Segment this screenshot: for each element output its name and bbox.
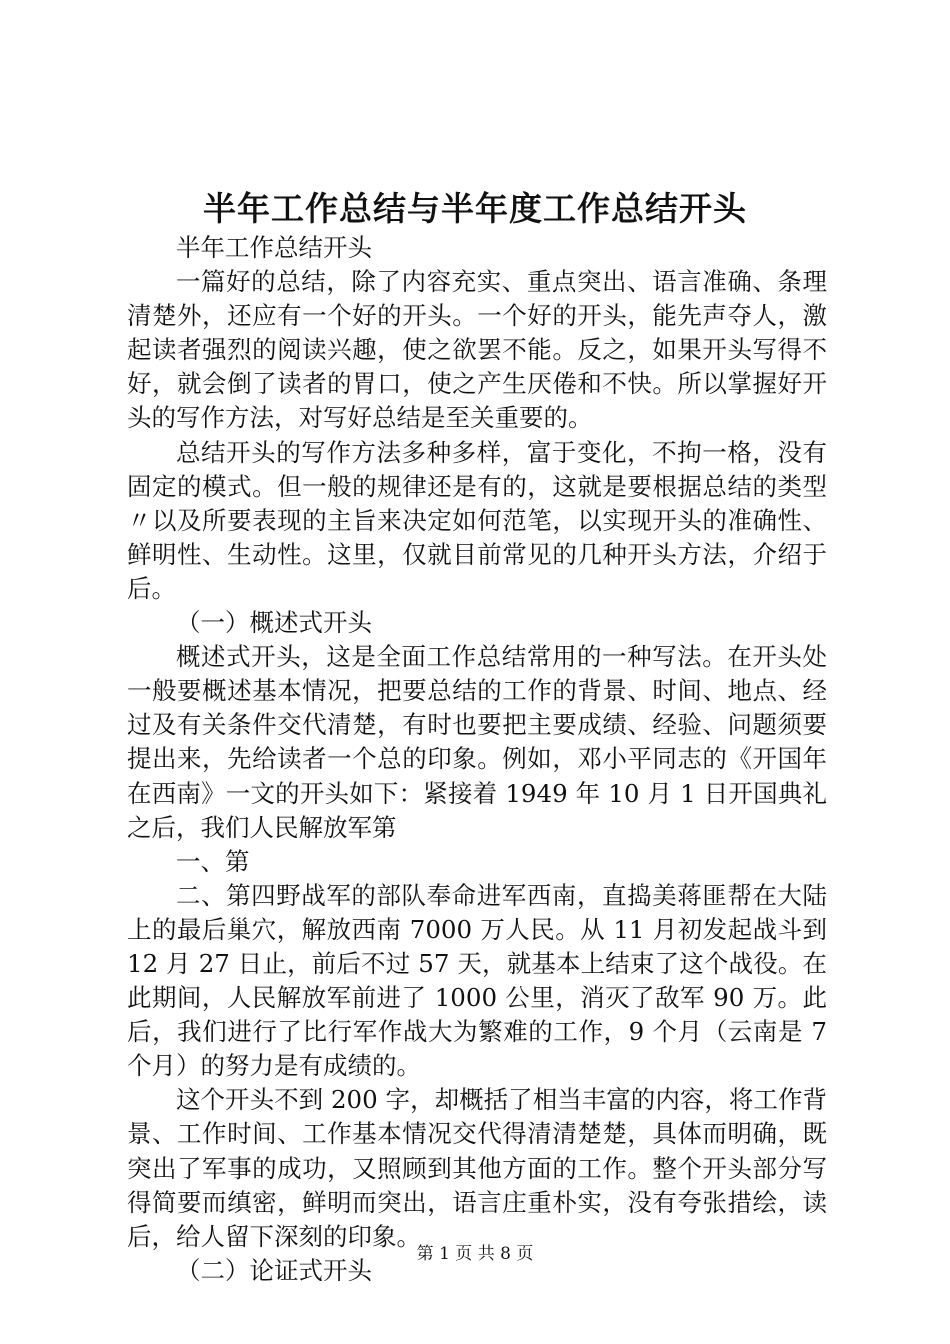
document-body <box>127 231 827 1288</box>
paragraph-subtitle: 半年工作总结开头 <box>176 233 372 262</box>
section-heading-argument: （二）论证式开头 <box>176 1255 372 1285</box>
document-title: 半年工作总结与半年度工作总结开头 <box>203 189 747 228</box>
paragraph-methods: 总结开头的写作方法多种多样，富于变化，不拘一格，没有固定的模式。但一般的规律还是有的，这就是要根据总结的类型〃以及所要表现的主旨来决定如何范笔，以实现开头的准确性、鲜明性、生动性。这里，仅就目前常见的几种开头方法，介绍于后。 <box>127 437 827 603</box>
section-heading-overview: （一）概述式开头 <box>176 608 372 638</box>
page-footer: 第 1 页 共 8 页 <box>416 1244 534 1264</box>
paragraph-intro: 一篇好的总结，除了内容充实、重点突出、语言准确、条理清楚外，还应有一个好的开头。一个好的开头，能先声夺人，激起读者强烈的阅读兴趣，使之欲罢不能。反之，如果开头写得不好，就会倒了读者的胃口，使之产生厌倦和不快。所以掌握好开头的写作方法，对写好总结是至关重要的。 <box>127 267 827 433</box>
paragraph-item-two: 二、第四野战军的部队奉命进军西南，直捣美蒋匪帮在大陆上的最后巢穴，解放西南 7000 万人民。从 11 月初发起战斗到 12 月 27 日止，前后不过 57 天，就基本上结束了这个战役。在此期间，人民解放军前进了 1000 公里，消灭了敌军 90 万。此后，我们进行了比行军作战大为繁难的工作，9 个月（云南是 7 个月）的努力是有成绩的。 <box>127 880 827 1081</box>
paragraph-overview: 概述式开头，这是全面工作总结常用的一种写法。在开头处一般要概述基本情况，把要总结的工作的背景、时间、地点、经过及有关条件交代清楚，有时也要把主要成绩、经验、问题须要提出来，先给读者一个总的印象。例如，邓小平同志的《开国年在西南》一文的开头如下：紧接着 1949 年 10 月 1 日开国典礼之后，我们人民解放军第 <box>127 642 827 842</box>
paragraph-analysis: 这个开头不到 200 字，却概括了相当丰富的内容，将工作背景、工作时间、工作基本情况交代得清清楚楚，具体而明确，既突出了军事的成功，又照顾到其他方面的工作。整个开头部分写得简要而缜密，鲜明而突出，语言庄重朴实，没有夸张措绘，读后，给人留下深刻的印象。 <box>127 1085 827 1251</box>
paragraph-item-one: 一、第 <box>176 846 250 876</box>
